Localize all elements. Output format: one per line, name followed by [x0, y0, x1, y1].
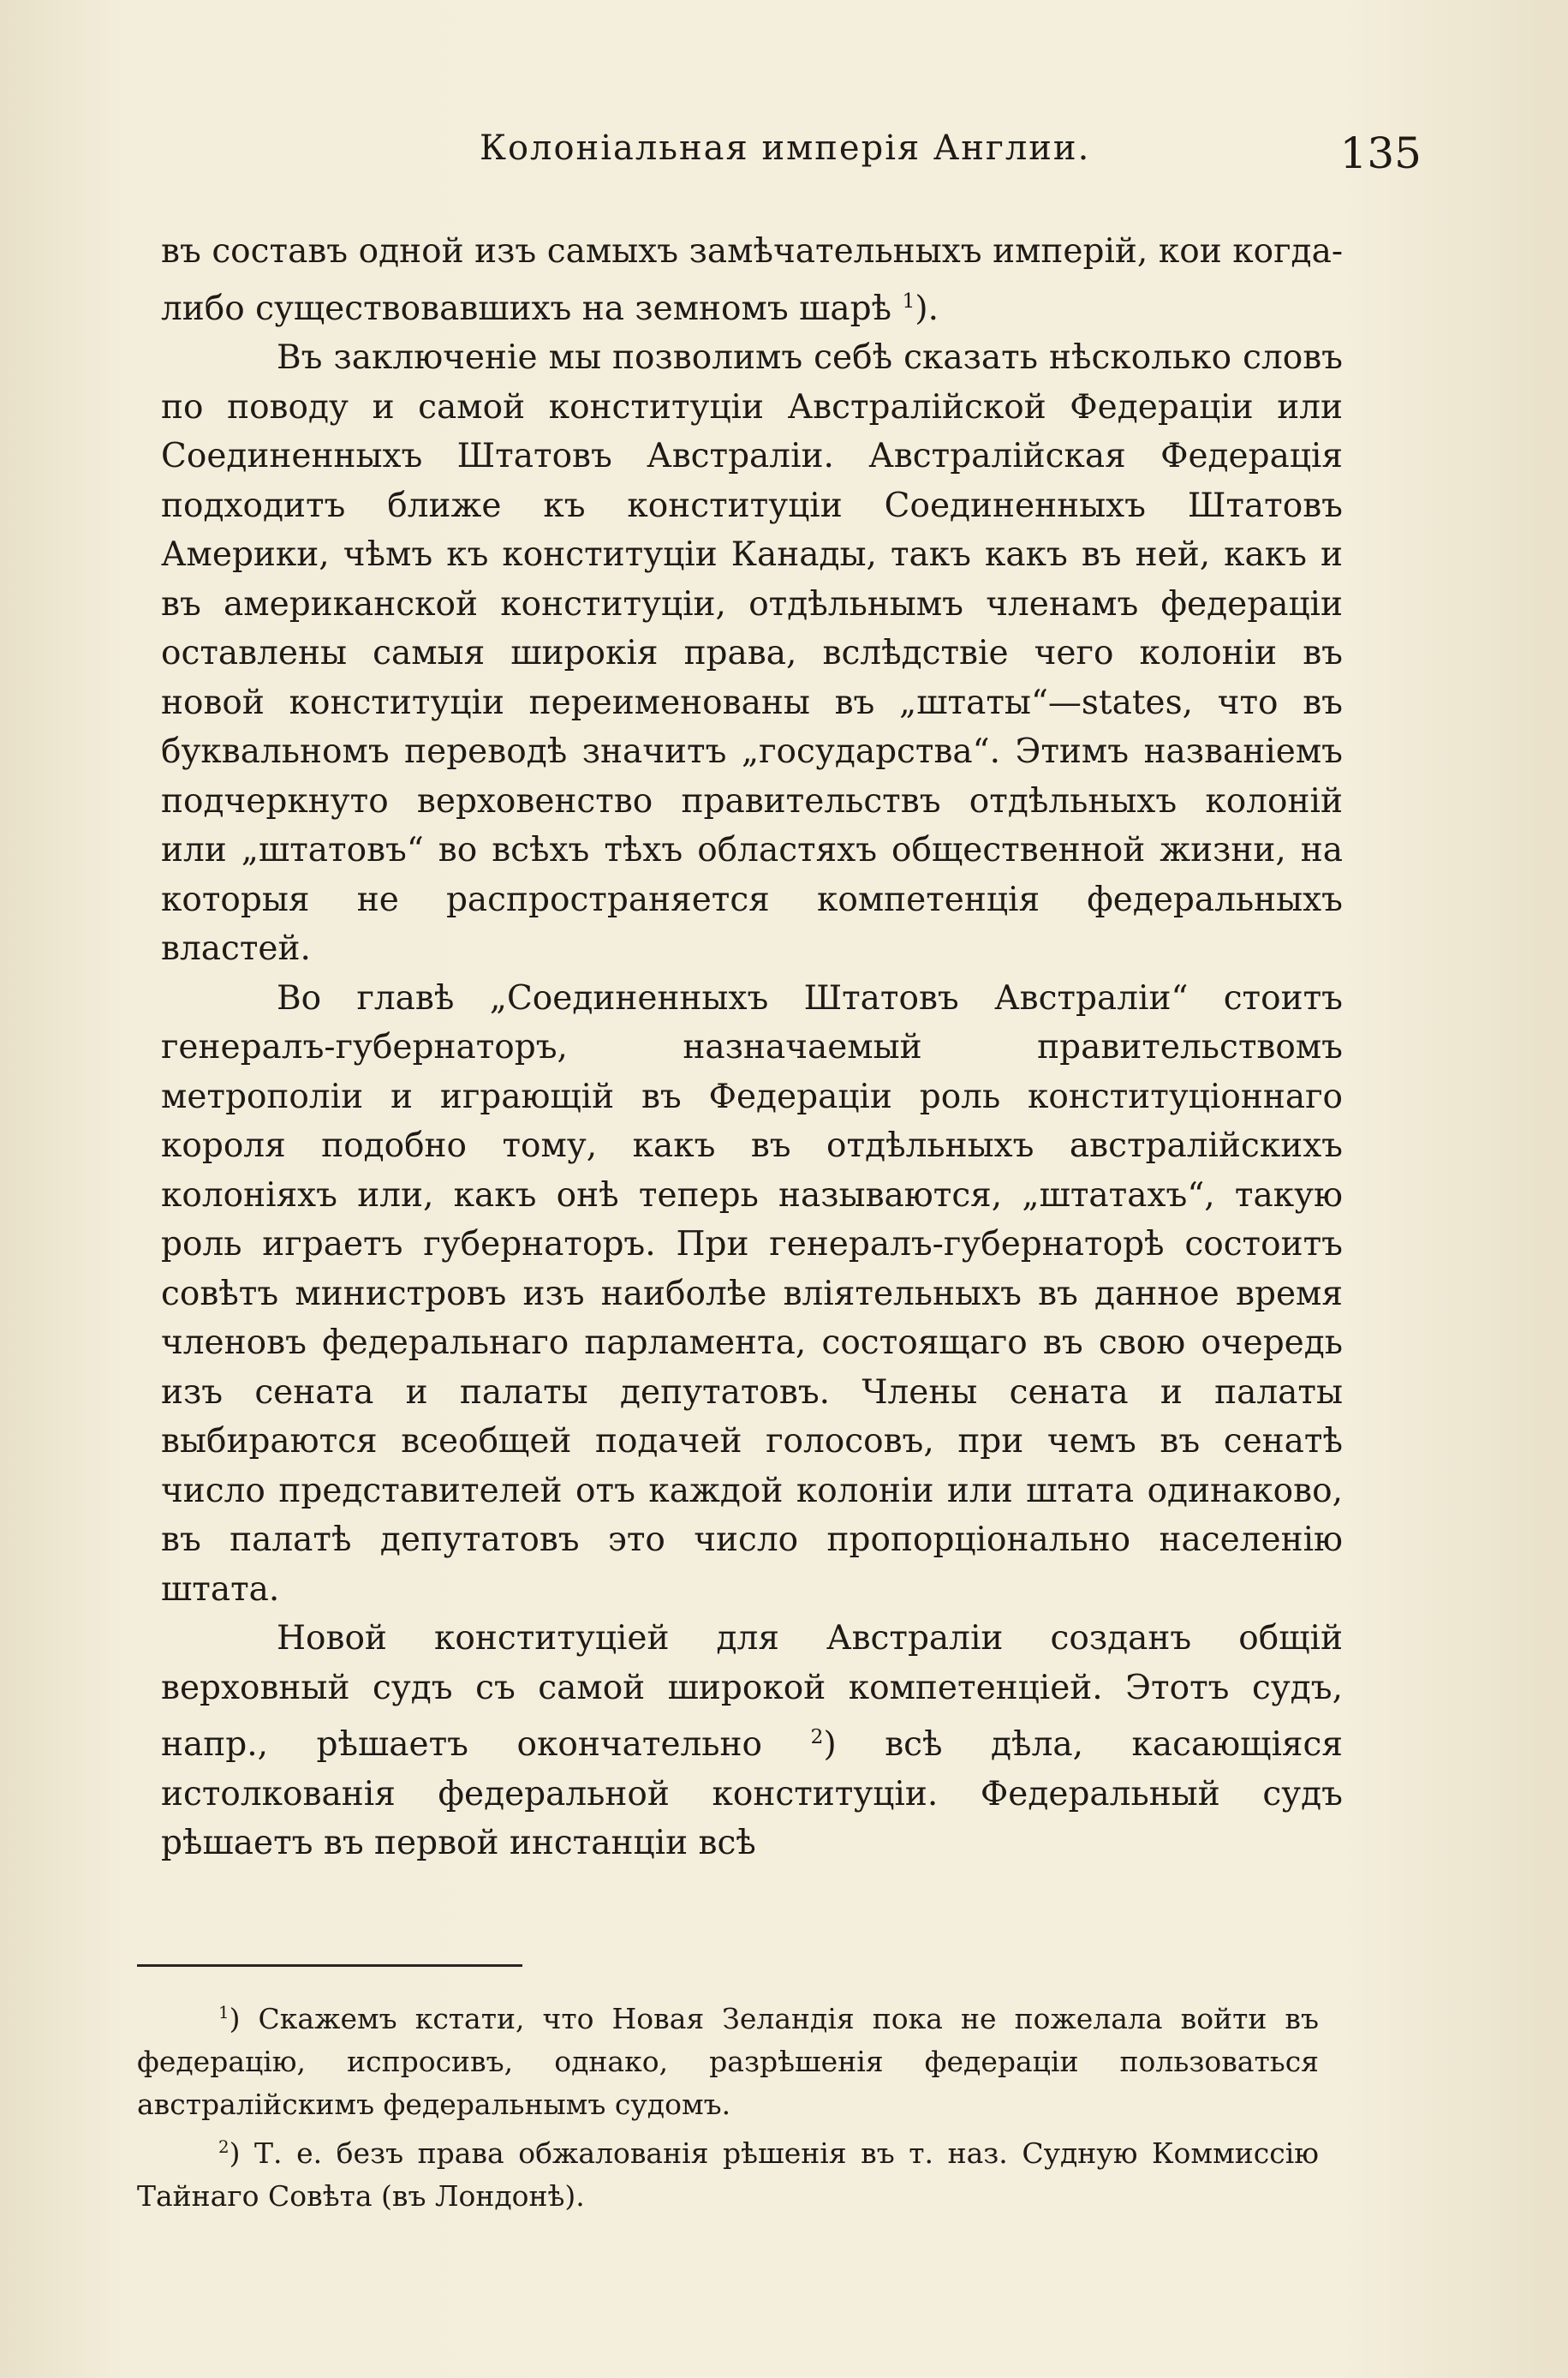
- footnote-ref-2: 2: [810, 1724, 824, 1748]
- running-head: Колоніальная имперія Англии.: [480, 128, 1091, 168]
- paragraph-1-end: .: [927, 289, 939, 328]
- paragraph-4-text-a: Новой конституціей для Австраліи созданъ общій верховный судъ съ самой широкой компетенціей. Этотъ судъ, напр., рѣшаетъ окончательно: [161, 1619, 1343, 1764]
- footnote-2-text: Т. е. безъ права обжалованія рѣшенія въ т. наз. Судную Коммиссію Тайнаго Совѣта (въ Лондонѣ).: [137, 2136, 1319, 2213]
- page-header: [154, 128, 1422, 197]
- paragraph-4-text-b: всѣ дѣла, касающіяся истолкованія федеральной конституціи. Федеральный судъ рѣшаетъ въ первой инстанціи всѣ: [161, 1725, 1343, 1862]
- footnote-mark-2: 2: [218, 2137, 230, 2157]
- footnote-mark-1: 1: [218, 2003, 230, 2022]
- footnote-separator: [137, 1964, 522, 1967]
- footnotes: [137, 1992, 1319, 2218]
- footnote-ref-1: 1: [902, 288, 915, 313]
- paragraph-1-text: въ составъ одной изъ самыхъ замѣчательныхъ имперій, кои когда-либо существовавшихъ на земномъ шарѣ: [161, 232, 1343, 328]
- main-text: [161, 227, 1343, 1868]
- paragraph-2: Въ заключеніе мы позволимъ себѣ сказать нѣсколько словъ по поводу и самой конституціи Австралійской Федераціи или Соединенныхъ Штатовъ Австраліи. Австралійская Федерація подходитъ ближе къ конституціи Соединенныхъ Штатовъ Америки, чѣмъ къ конституціи Канады, такъ какъ въ ней, какъ и въ американской конституціи, отдѣльнымъ членамъ федераціи оставлены самыя широкія права, вслѣдствіе чего колоніи въ новой конституціи переименованы въ „штаты“—states, что въ буквальномъ переводѣ значитъ „государства“. Этимъ названіемъ подчеркнуто верховенство правительствъ отдѣльныхъ колоній или „штатовъ“ во всѣхъ тѣхъ областяхъ общественной жизни, на которыя не распространяется компетенція федеральныхъ властей.: [161, 338, 1343, 968]
- footnote-2: $^2$) Т. е. безъ права обжалованія рѣшенія въ т. наз. Судную Коммиссію Тайнаго Совѣта (въ Лондонѣ).: [137, 2136, 1319, 2213]
- paragraph-4: Новой конституціей для Австраліи созданъ общій верховный судъ съ самой широкой компетенціей. Этотъ судъ, напр., рѣшаетъ окончательно $^2$) всѣ дѣла, касающіяся истолкованія федеральной конституціи. Федеральный судъ рѣшаетъ въ первой инстанціи всѣ: [161, 1619, 1343, 1862]
- paragraph-3: Во главѣ „Соединенныхъ Штатовъ Австраліи“ стоитъ генералъ-губернаторъ, назначаемый правительствомъ метрополіи и играющій въ Федераціи роль конституціоннаго короля подобно тому, какъ въ отдѣльныхъ австралійскихъ колоніяхъ или, какъ онѣ теперь называются, „штатахъ“, такую роль играетъ губернаторъ. При генералъ-губернаторѣ состоитъ совѣтъ министровъ изъ наиболѣе вліятельныхъ въ данное время членовъ федеральнаго парламента, состоящаго въ свою очередь изъ сената и палаты депутатовъ. Члены сената и палаты выбираются всеобщей подачей голосовъ, при чемъ въ сенатѣ число представителей отъ каждой колоніи или штата одинаково, въ палатѣ депутатовъ это число пропорціонально населенію штата.: [161, 978, 1343, 1609]
- paragraph-1: въ составъ одной изъ самыхъ замѣчательныхъ имперій, кои когда-либо существовавшихъ на земномъ шарѣ $^1$).: [161, 232, 1343, 328]
- footnote-1: $^1$) Скажемъ кстати, что Новая Зеландія пока не пожелала войти въ федерацію, испросивъ, однако, разрѣшенія федераціи пользоваться австралійскимъ федеральнымъ судомъ.: [137, 2002, 1319, 2121]
- page-number: 135: [1339, 128, 1422, 178]
- footnote-1-text: Скажемъ кстати, что Новая Зеландія пока не пожелала войти въ федерацію, испросивъ, однако, разрѣшенія федераціи пользоваться австралійскимъ федеральнымъ судомъ.: [137, 2002, 1319, 2121]
